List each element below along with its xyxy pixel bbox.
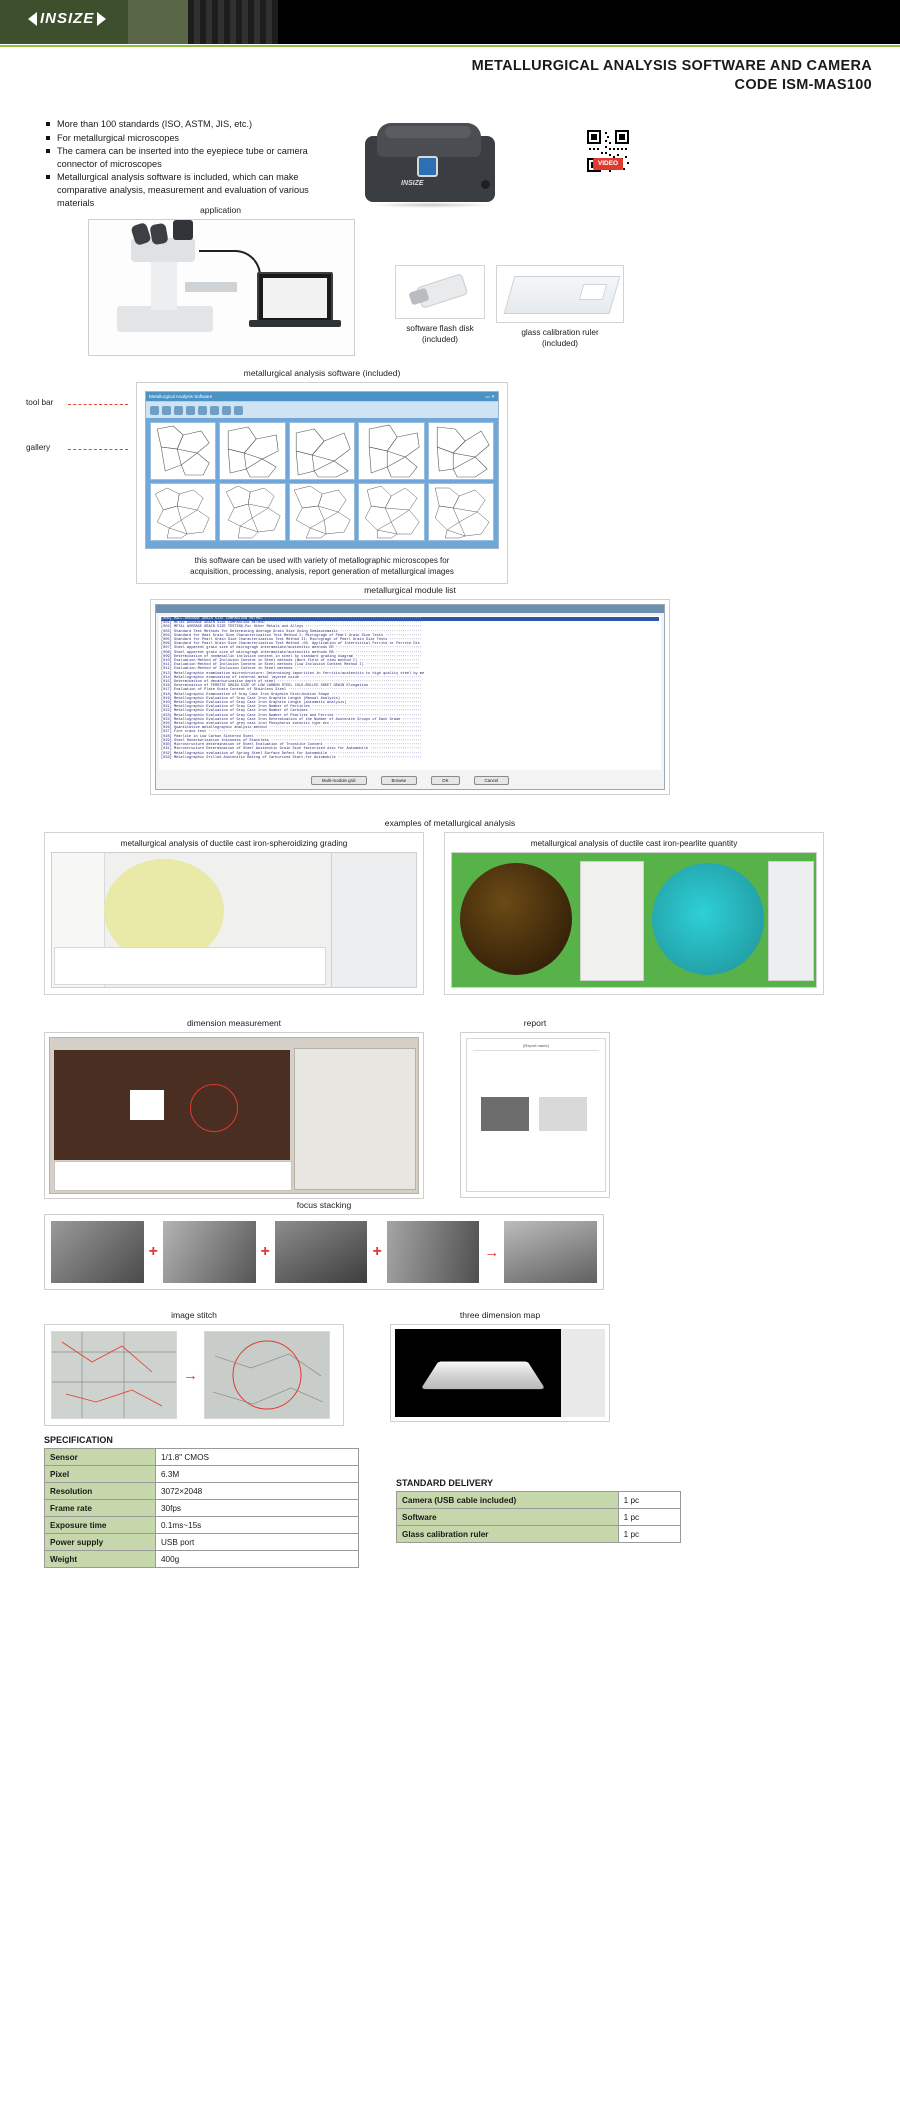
plus-icon: + <box>260 1243 270 1260</box>
arrow-right-icon: → <box>183 1366 198 1384</box>
dimension-caption: dimension measurement <box>186 1018 282 1028</box>
delivery-value: 1 pc <box>618 1509 680 1526</box>
camera-shadow <box>369 202 493 208</box>
module-list-item[interactable]: [009] Determination of nonmetallic inclusion content in steel by standard grading diagram ······························· <box>161 654 422 659</box>
qr-video-badge: VIDEO <box>593 158 623 170</box>
gallery-annotation-arrow <box>68 449 128 450</box>
specification-row <box>45 1500 359 1517</box>
example-spheroidizing-caption: metallurgical analysis of ductile cast iron-spheroidizing grading <box>120 839 348 848</box>
gallery-thumbnail[interactable] <box>358 483 424 541</box>
dimension-block <box>44 1018 424 1199</box>
delivery-key: Camera (USB cable included) <box>397 1492 619 1509</box>
specification-table <box>44 1448 359 1568</box>
bullet-item: The camera can be inserted into the eyepiece tube or camera connector of microscopes <box>46 145 336 170</box>
module-list-item[interactable]: [026] Quantitative metallographic analysis method ······································································· <box>161 726 422 731</box>
report-page <box>466 1038 606 1192</box>
image-stitch-caption: image stitch <box>171 1310 217 1320</box>
module-list-item[interactable]: [014] Metallographic examination of internal metal layered oxide ························································ <box>161 675 422 680</box>
focus-image-1 <box>51 1221 144 1283</box>
three-dimension-screenshot <box>395 1329 605 1417</box>
gallery-thumbnail[interactable] <box>428 422 494 480</box>
module-list-item[interactable]: [021] Metallographic Evaluation of Gray Cast Iron Number of Particles ··················································· <box>161 705 422 710</box>
grid-button[interactable]: Multi-module grid <box>311 776 367 785</box>
module-window <box>155 604 665 790</box>
module-list-item[interactable]: [027] Fire crack test ··································································································· <box>161 730 422 735</box>
focus-result-image <box>504 1221 597 1283</box>
laptop-display <box>263 278 327 318</box>
module-list-item[interactable]: [025] Metallographic evaluation of grey cast iron Phosphorus eutectic type etc ·········································· <box>161 722 422 727</box>
title-line-1: METALLURGICAL ANALYSIS SOFTWARE AND CAMERA <box>471 58 872 74</box>
module-list-item[interactable]: [024] Metallographic Evaluation of Gray Cast Iron Determination of the Number of Austenite Groups of Each Grade ········· <box>161 717 422 722</box>
module-list-item[interactable]: [023] Metallographic Evaluation of Gray Cast Iron Number of Pearlite and Ferrite ········································ <box>161 713 422 718</box>
microscope-eyepiece-right <box>149 223 168 245</box>
software-window-title: Metallurgical Analysis Software <box>149 394 213 399</box>
pearlite-original-image <box>460 863 572 975</box>
software-block <box>26 368 508 584</box>
camera-highlight <box>385 126 471 138</box>
image-stitch-block <box>44 1310 344 1426</box>
specification-title: SPECIFICATION <box>44 1435 113 1445</box>
example-pearlite-caption: metallurgical analysis of ductile cast iron-pearlite quantity <box>530 839 738 848</box>
stitch-source-image <box>51 1331 177 1419</box>
module-list-item[interactable]: [013] Metallographic examination microstructure: Determining impurities in ferritic/austenitic to high quality steel by me <box>161 671 425 676</box>
usb-cable <box>199 250 261 282</box>
report-title: [Report name] <box>473 1043 599 1051</box>
specification-row <box>45 1483 359 1500</box>
toolbar-process-icon[interactable] <box>174 406 183 415</box>
report-block <box>460 1018 610 1198</box>
software-toolbar[interactable] <box>146 401 498 418</box>
image-stitch-frame <box>44 1324 344 1426</box>
microscope-camera <box>173 220 193 240</box>
feature-bullets <box>46 118 336 210</box>
camera-product-photo <box>355 118 510 210</box>
toolbar-acquire-icon[interactable] <box>162 406 171 415</box>
specification-row <box>45 1449 359 1466</box>
gallery-thumbnail[interactable] <box>428 483 494 541</box>
examples-block <box>44 818 856 995</box>
module-list-item[interactable]: [019] Metallographic Evaluation of Gray Cast Iron Graphite Length (Manual Analysis) ····································· <box>161 696 422 701</box>
microscope-column <box>151 254 177 310</box>
example-pearlite-screenshot <box>451 852 817 988</box>
specification-row <box>45 1517 359 1534</box>
arrow-right-icon: → <box>484 1243 500 1261</box>
application-photo <box>88 219 355 356</box>
module-list-item[interactable]: [032] Metallographic evaluation of Spring Steel Surface Defect for Automobile ··········································· <box>161 751 422 756</box>
module-list-item[interactable]: [030] Microstructure determination of Steel Evaluation of Troostite Content ············································· <box>161 743 422 748</box>
dimension-sample-area <box>130 1090 164 1120</box>
gallery-thumbnail[interactable] <box>150 483 216 541</box>
specification-value: 3072×2048 <box>156 1483 359 1500</box>
module-list-item[interactable]: [015] Determination of decarburization depth of steel ··································································· <box>161 680 422 685</box>
focus-image-3 <box>275 1221 368 1283</box>
flash-disk-block <box>395 265 485 345</box>
toolbar-calibration-icon[interactable] <box>222 406 231 415</box>
laptop-base <box>249 320 341 327</box>
brand-logo <box>28 10 106 27</box>
module-list-item[interactable]: [004] Standard for Heat Grain Size Characterization Test Method I: Microgragh of Pearl Grain Size Tests ················· <box>161 633 422 638</box>
gallery-thumbnail[interactable] <box>358 422 424 480</box>
dimension-tool-panel <box>294 1048 416 1190</box>
report-image-2 <box>539 1097 587 1131</box>
specification-key: Frame rate <box>45 1500 156 1517</box>
delivery-value: 1 pc <box>618 1526 680 1543</box>
gallery-row <box>150 483 494 541</box>
specification-row <box>45 1534 359 1551</box>
plus-icon: + <box>372 1243 382 1260</box>
module-list-item[interactable]: [028] Pearlite in Low Carbon Sintered Steel ············································································· <box>161 734 422 739</box>
module-list-item[interactable]: [007] Steel apparent grain size of microgragh intermediate/austenitic methods ER ········································ <box>161 646 422 651</box>
sphero-results-table <box>54 947 326 985</box>
module-list-item[interactable]: [011] Evaluation Method of Inclusion Content in Steel methods (Low Inclusion Content Method I) ························· <box>161 663 420 668</box>
specification-key: Power supply <box>45 1534 156 1551</box>
glass-slide-label <box>579 284 608 300</box>
page-title <box>472 58 872 93</box>
dimension-canvas <box>54 1050 290 1160</box>
plus-icon: + <box>148 1243 158 1260</box>
software-window <box>145 391 499 549</box>
specification-key: Exposure time <box>45 1517 156 1534</box>
module-list-item[interactable]: [002] METAL AVERAGE GRAIN SIZE TESTING-For Other Metals and Alloys ······················································ <box>161 625 422 630</box>
module-list-item[interactable]: [031] Microstructure Determination of Steel Austenitic Grain Size factorized disc for Automobile ························ <box>161 747 422 752</box>
pearlite-segmented-image <box>652 863 764 975</box>
focus-image-4 <box>387 1221 480 1283</box>
software-gallery <box>146 418 498 548</box>
example-spheroidizing-card <box>44 832 424 995</box>
module-list-item[interactable]: [001] METAL AVERAGE GRAIN SIZE COMPARISON METHOD ········································································ <box>161 621 422 626</box>
focus-stacking-caption: focus stacking <box>296 1200 352 1210</box>
module-list-frame <box>150 599 670 795</box>
toolbar-analysis-icon[interactable] <box>198 406 207 415</box>
laptop-screen <box>257 272 333 324</box>
delivery-title: STANDARD DELIVERY <box>396 1478 494 1488</box>
bullet-item: For metallurgical microscopes <box>46 132 336 145</box>
examples-row <box>44 832 856 995</box>
specification-value: 6.3M <box>156 1466 359 1483</box>
specification-key: Sensor <box>45 1449 156 1466</box>
toolbar-annotation-arrow <box>68 404 128 405</box>
3d-surface-plot <box>421 1361 546 1389</box>
specification-key: Resolution <box>45 1483 156 1500</box>
toolbar-help-icon[interactable] <box>234 406 243 415</box>
header-accent-rule <box>0 45 900 47</box>
module-list-item[interactable]: [010] Evaluation Method of Inclusion Content in Steel methods (Work field of view method I) ···························· <box>161 659 420 664</box>
bullet-item: Metallurgical analysis software is included, which can make comparative analysis, measurement and evaluation of various materials <box>46 171 336 209</box>
specification-value: 1/1.8" CMOS <box>156 1449 359 1466</box>
module-list-item[interactable]: [006] Standard for Pearl Grain Size Characterization Test Method -03. Application of Interstitial Ferrite or Ferrite Dis <box>161 642 420 647</box>
camera-knob <box>481 180 490 189</box>
module-list-item[interactable]: [003] Standard Test Methods for Determining Average Grain Size Using Semiautomatic ······································ <box>161 629 422 634</box>
microscope-stage <box>185 282 237 292</box>
window-controls[interactable]: ▭ ✕ <box>485 393 495 399</box>
dimension-measure-circle <box>190 1084 238 1132</box>
module-list-block <box>150 585 670 795</box>
dimension-screenshot <box>49 1037 419 1194</box>
delivery-row <box>397 1526 681 1543</box>
software-titlebar <box>146 392 498 401</box>
module-list-item[interactable]: [005] Standard for Pearl Grain Size Characterization Test Method II: Microgragh of Pearl Grain Size Tests ··············· <box>161 638 422 643</box>
delivery-row <box>397 1509 681 1526</box>
specification-key: Pixel <box>45 1466 156 1483</box>
cancel-button[interactable]: Cancel <box>474 776 510 785</box>
module-list-item[interactable]: [020] Metallographic Evaluation of Gray Cast Iron Graphite Length (automatic Analysis) ·································· <box>161 701 422 706</box>
example-spheroidizing-screenshot <box>51 852 417 988</box>
specification-row <box>45 1551 359 1568</box>
dimension-frame <box>44 1032 424 1199</box>
gallery-thumbnail[interactable] <box>289 483 355 541</box>
gallery-thumbnail[interactable] <box>150 422 216 480</box>
report-caption: report <box>523 1018 547 1028</box>
bullet-item: More than 100 standards (ISO, ASTM, JIS, etc.) <box>46 118 336 131</box>
toolbar-measure-icon[interactable] <box>186 406 195 415</box>
title-line-2: CODE ISM-MAS100 <box>734 77 872 93</box>
module-list-item[interactable]: [017] Evaluation of Plate Grain Content of Stainless Steel ······························································ <box>161 688 422 693</box>
specification-value: 30fps <box>156 1500 359 1517</box>
example-pearlite-card <box>444 832 824 995</box>
flash-disk-photo <box>395 265 485 319</box>
header-green-block-2 <box>128 0 188 44</box>
delivery-key: Software <box>397 1509 619 1526</box>
gallery-thumbnail[interactable] <box>219 422 285 480</box>
module-list-item[interactable]: [012] Evaluation Method of Inclusion Content in Steel methods ·························································· <box>161 667 420 672</box>
dimension-results-table <box>54 1161 292 1191</box>
stitch-result-image <box>204 1331 330 1419</box>
gallery-annotation: gallery <box>26 443 51 452</box>
gallery-row <box>150 422 494 480</box>
report-frame <box>460 1032 610 1198</box>
3d-tool-panel <box>561 1329 605 1417</box>
toolbar-open-icon[interactable] <box>150 406 159 415</box>
module-list-item[interactable]: [008] Steel apparent grain size of microgragh intermediate/austenitic methods EB ········································ <box>161 650 422 655</box>
three-dimension-block <box>390 1310 610 1422</box>
focus-image-2 <box>163 1221 256 1283</box>
pearlite-center-panel <box>580 861 644 981</box>
specification-value: USB port <box>156 1534 359 1551</box>
application-block <box>88 205 353 356</box>
focus-stacking-block <box>44 1200 604 1290</box>
logo-left-arrow-icon <box>28 12 37 26</box>
module-list-item[interactable]: [016] Determination of FERRITE GRAIN SIZE OF LOW CARBON STEEL COLD-ROLLED SHEET GRAIN Elongation ························ <box>161 684 422 689</box>
software-screenshot-frame <box>136 382 508 584</box>
gallery-thumbnail[interactable] <box>219 483 285 541</box>
module-buttons <box>156 773 664 789</box>
module-list[interactable] <box>159 616 661 770</box>
software-note: this software can be used with variety of metallographic microscopes for acquisition, processing, analysis, report generation of metallurgical images <box>190 556 454 576</box>
specification-key: Weight <box>45 1551 156 1568</box>
pearlite-right-panel <box>768 861 814 981</box>
three-dimension-frame <box>390 1324 610 1422</box>
calibration-ruler-caption: glass calibration ruler (included) <box>521 328 599 348</box>
delivery-value: 1 pc <box>618 1492 680 1509</box>
focus-stacking-frame <box>44 1214 604 1290</box>
brand-name: INSIZE <box>40 10 95 27</box>
flash-disk-caption: software flash disk (included) <box>406 324 474 344</box>
toolbar-annotation: tool bar <box>26 398 54 407</box>
toolbar-report-icon[interactable] <box>210 406 219 415</box>
module-list-item[interactable]: [018] Metallographic Examination of Gray Cast Iron Graphite Distribution Shape ·········································· <box>161 692 422 697</box>
ok-button[interactable]: OK <box>431 776 459 785</box>
application-caption: application <box>199 205 242 215</box>
page-header <box>0 0 900 48</box>
calibration-ruler-block <box>496 265 624 349</box>
calibration-ruler-photo <box>496 265 624 323</box>
module-window-titlebar <box>156 605 664 613</box>
browse-button[interactable]: Browse <box>381 776 418 785</box>
delivery-row <box>397 1492 681 1509</box>
specification-value: 400g <box>156 1551 359 1568</box>
sphero-right-panel <box>331 853 416 987</box>
examples-caption: examples of metallurgical analysis <box>384 818 516 828</box>
module-list-caption: metallurgical module list <box>364 585 456 595</box>
camera-brand-label: INSIZE <box>401 180 424 187</box>
gallery-thumbnail[interactable] <box>289 422 355 480</box>
delivery-key: Glass calibration ruler <box>397 1526 619 1543</box>
header-texture <box>188 0 278 44</box>
logo-right-arrow-icon <box>97 12 106 26</box>
module-list-item[interactable]: [029] Steel Decarburization thickness of Stainless ······································································ <box>161 738 422 743</box>
software-caption: metallurgical analysis software (included) <box>243 368 401 378</box>
delivery-table <box>396 1491 681 1543</box>
module-list-item[interactable]: [000] HALL-AVERAGE GRAIN SIZE COMPARISON METHOD ········································································· <box>161 617 659 621</box>
specification-row <box>45 1466 359 1483</box>
report-image-1 <box>481 1097 529 1131</box>
camera-lens-icon <box>417 156 438 177</box>
delivery-block <box>396 1478 686 1543</box>
module-list-item[interactable]: [033] Metallographic Grilled Austenitic Rating of Carburized Start-for Automobile ······································· <box>161 755 422 760</box>
specification-value: 0.1ms~15s <box>156 1517 359 1534</box>
module-list-item[interactable]: [022] Metallographic Evaluation of Gray Cast Iron Number of Carbides ···················································· <box>161 709 422 714</box>
specification-block <box>44 1435 364 1568</box>
three-dimension-caption: three dimension map <box>459 1310 541 1320</box>
